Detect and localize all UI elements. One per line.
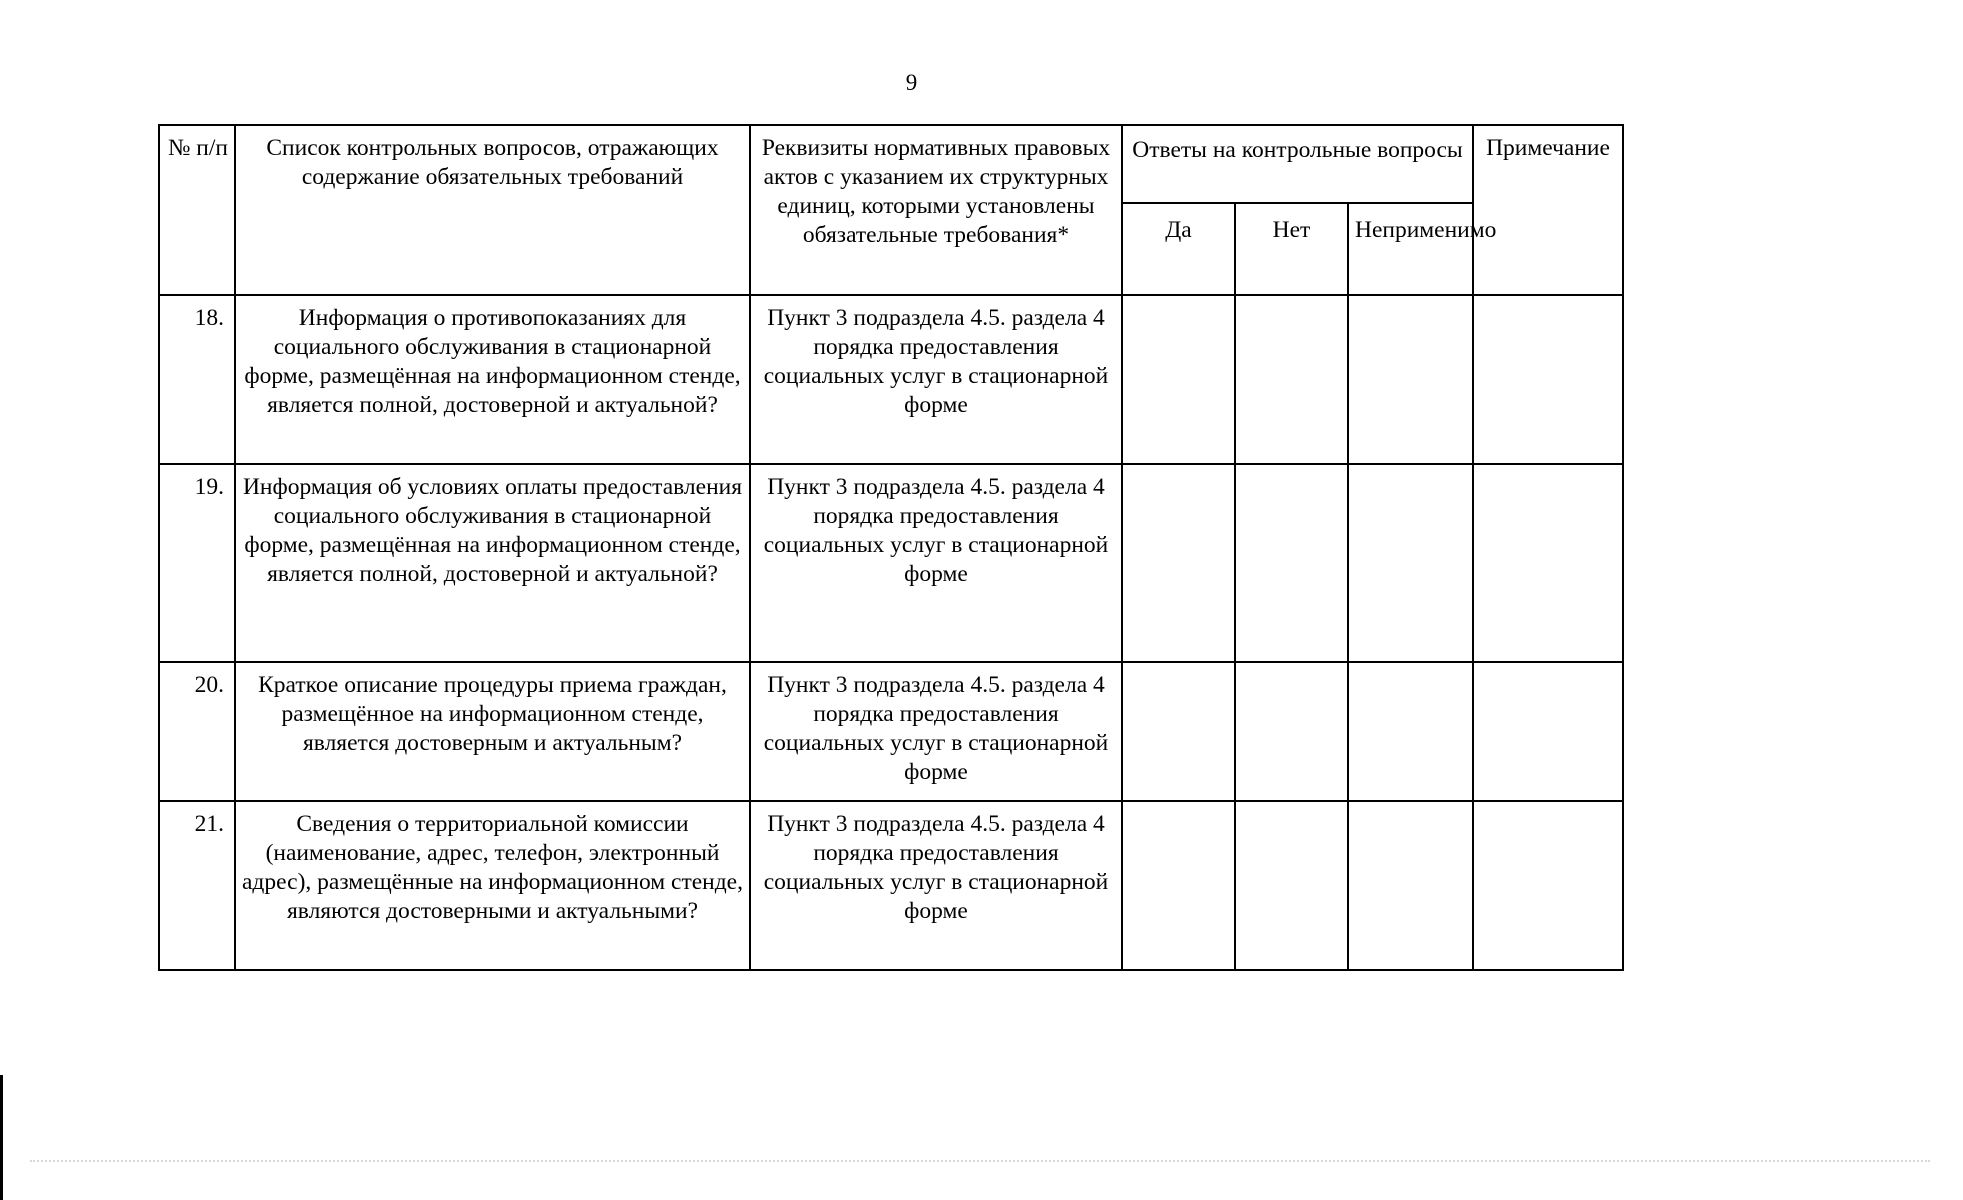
answer-no-cell[interactable] (1235, 801, 1348, 970)
header-yes: Да (1122, 203, 1235, 295)
answer-no-cell[interactable] (1235, 295, 1348, 464)
answer-na-cell[interactable] (1348, 464, 1473, 662)
row-question: Информация о противопоказаниях для социального обслуживания в стационарной форме, размещённая на информационном стенде, является полной, достоверной и актуальной? (235, 295, 750, 464)
header-row (159, 125, 1623, 203)
table-row (159, 464, 1623, 662)
table-row (159, 801, 1623, 970)
table-row (159, 662, 1623, 801)
answer-no-cell[interactable] (1235, 464, 1348, 662)
row-reference: Пункт 3 подраздела 4.5. раздела 4 порядка предоставления социальных услуг в стационарной форме (750, 801, 1122, 970)
answer-no-cell[interactable] (1235, 662, 1348, 801)
note-cell[interactable] (1473, 464, 1623, 662)
table-row (159, 295, 1623, 464)
header-answers: Ответы на контрольные вопросы (1122, 125, 1473, 203)
row-reference: Пункт 3 подраздела 4.5. раздела 4 порядка предоставления социальных услуг в стационарной форме (750, 295, 1122, 464)
row-question: Краткое описание процедуры приема граждан, размещённое на информационном стенде, является достоверным и актуальным? (235, 662, 750, 801)
answer-yes-cell[interactable] (1122, 801, 1235, 970)
row-reference: Пункт 3 подраздела 4.5. раздела 4 порядка предоставления социальных услуг в стационарной форме (750, 662, 1122, 801)
row-number: 20. (159, 662, 235, 801)
answer-yes-cell[interactable] (1122, 662, 1235, 801)
answer-na-cell[interactable] (1348, 801, 1473, 970)
header-references (750, 125, 1122, 295)
note-cell[interactable] (1473, 801, 1623, 970)
header-questions: Список контрольных вопросов, отражающих содержание обязательных требований (235, 125, 750, 295)
row-number: 19. (159, 464, 235, 662)
page-number: 9 (905, 70, 918, 95)
header-references-text: Реквизиты нормативных правовых актов с указанием их структурных единиц, которыми установлены обязательные требования* (761, 135, 1111, 248)
answer-na-cell[interactable] (1348, 662, 1473, 801)
row-reference: Пункт 3 подраздела 4.5. раздела 4 порядка предоставления социальных услуг в стационарной форме (750, 464, 1122, 662)
note-cell[interactable] (1473, 662, 1623, 801)
header-note: Примечание (1473, 125, 1623, 295)
row-number: 18. (159, 295, 235, 464)
header-number: № п/п (159, 125, 235, 295)
scan-noise-line (30, 1160, 1930, 1162)
note-cell[interactable] (1473, 295, 1623, 464)
answer-yes-cell[interactable] (1122, 464, 1235, 662)
row-question: Информация об условиях оплаты предоставления социального обслуживания в стационарной форме, размещённая на информационном стенде, является полной, достоверной и актуальной? (235, 464, 750, 662)
header-no: Нет (1235, 203, 1348, 295)
checklist-table (158, 124, 1624, 971)
header-not-applicable: Неприменимо (1348, 203, 1473, 295)
scan-edge-mark (0, 1075, 3, 1200)
row-question: Сведения о территориальной комиссии (наименование, адрес, телефон, электронный адрес), размещённые на информационном стенде, являются достоверными и актуальными? (235, 801, 750, 970)
row-number: 21. (159, 801, 235, 970)
answer-na-cell[interactable] (1348, 295, 1473, 464)
answer-yes-cell[interactable] (1122, 295, 1235, 464)
